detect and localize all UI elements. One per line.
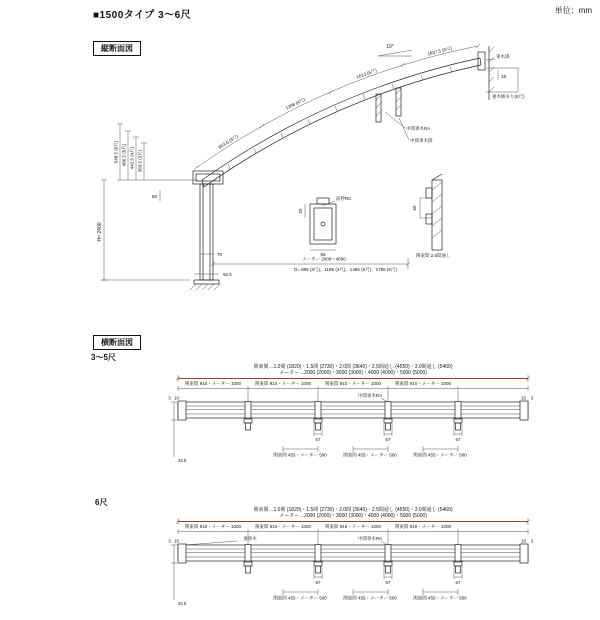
unit-note: 単位：mm — [554, 6, 592, 15]
leader-lines — [322, 59, 495, 206]
curve-dim-label: 803.6 (3尺) — [217, 133, 240, 150]
mid-rafter-bars — [376, 88, 401, 122]
post-height-dim — [101, 180, 190, 280]
mid-rafter-label: 中間垂木RA — [357, 536, 383, 541]
corner-dim-3: 3 — [530, 538, 534, 544]
span-910-label: 関東間 910・メーター 1000 — [324, 524, 382, 529]
tsuma-rafter-leader — [185, 541, 237, 545]
dim-43-5-lines — [171, 402, 177, 457]
meter-width-line: メーター…2000 (2000)・3000 (3000)・4000 (4000)・5000 (5000) — [279, 370, 427, 376]
meter-range-label: メーター 2000〜4000 — [302, 256, 346, 262]
end-rafter-left — [178, 401, 186, 420]
span-910-label: 関東間 910・メーター 1000 — [254, 381, 312, 386]
dim-25: 25 — [298, 208, 303, 214]
curved-roof-panel — [202, 58, 481, 187]
front-frame-detail — [310, 198, 336, 244]
dim-60: 60 — [152, 194, 158, 199]
dim-43-5: 43.5 — [177, 458, 187, 463]
corner-dim-3: 3 — [530, 395, 534, 401]
curve-dim-label: 1613 (5尺) — [355, 67, 378, 80]
corner-dim-10: 10 — [520, 395, 527, 401]
dim-65-right: 65 — [412, 205, 417, 211]
kanto-width-line: 関東間…1.0間 (1820)・1.5間 (2730)・2.0間 (3640)・2.5間通し (4550)・3.0間通し (5460) — [253, 364, 453, 370]
size-label-6: 6尺 — [95, 498, 108, 507]
cross-section-label: 横断面図 — [93, 335, 141, 350]
mid-rafter-ra-label: 中間垂木RA — [406, 126, 431, 131]
span-455-label: 関東間 455・メーター 500 — [273, 595, 327, 601]
size-label-3-5: 3〜5尺 — [91, 353, 116, 362]
end-rafter-right — [520, 544, 528, 563]
tsuma-note-label: 妻木納まり(6尺) — [492, 94, 525, 99]
cross-section-drawing-6 — [85, 505, 565, 620]
intermediate-rafters — [244, 402, 462, 431]
dim-67: 67 — [455, 580, 461, 585]
span-910-label: 関東間 910・メーター 1000 — [324, 381, 382, 386]
span-455-label: 関東間 455・メーター 500 — [413, 452, 467, 458]
corner-dim-3: 3 — [168, 395, 171, 401]
mid-rafter-hanger-label: 中間垂木掛 — [410, 138, 433, 143]
span-910-label: 関東間 910・メーター 1000 — [184, 381, 242, 386]
span-910-dim-line — [178, 529, 528, 545]
wall-hatch — [489, 47, 494, 92]
curve-dim-label: 1208 (4尺) — [284, 96, 306, 111]
span-455-label: 関東間 455・メーター 500 — [343, 595, 397, 601]
corner-dim-3: 3 — [168, 538, 171, 544]
roof-band — [178, 544, 528, 573]
post-height-label: H= 2400 — [97, 222, 103, 242]
span-455-label: 関東間 455・メーター 500 — [413, 595, 467, 601]
roof-band — [178, 401, 528, 430]
height-dim-label: 548.5 (6尺) — [113, 140, 119, 164]
front-frame — [193, 171, 223, 184]
kanto-span-label: 関東間 2.5間通し — [416, 253, 451, 258]
height-dim-label: 383.5 (3尺) — [137, 149, 143, 173]
dim-67: 67 — [455, 437, 461, 442]
height-dim-label: 486.5 (5尺) — [121, 143, 127, 167]
curve-dim-line — [194, 44, 480, 170]
span-910-dim-line — [178, 386, 528, 402]
dim-43-5: 43.5 — [177, 601, 187, 606]
span-455-label: 関東間 455・メーター 500 — [343, 452, 397, 458]
mid-rafter-label: 中間垂木RA — [357, 393, 383, 398]
page-title: ■1500タイプ 3〜6尺 — [93, 10, 192, 21]
dim-455-lines — [283, 589, 458, 595]
depth-dims-label: D= 885 (3尺)、1185 (4尺)、1485 (5尺)、1785 (6尺) — [294, 267, 397, 272]
dim-67: 67 — [385, 580, 391, 585]
curve-dim-label: 1837.5 (6尺) — [426, 45, 453, 57]
dim-67: 67 — [315, 580, 321, 585]
dim-70: 70 — [217, 252, 223, 257]
front-frame-label: 前枠RC — [336, 196, 352, 201]
dim-65-front: 65 — [320, 252, 326, 257]
hanger-detail — [426, 174, 442, 250]
span-910-label: 関東間 910・メーター 1000 — [184, 524, 242, 529]
span-455-label: 関東間 455・メーター 500 — [273, 452, 327, 458]
intermediate-rafters — [244, 545, 462, 574]
height-dim-label: 442.5 (4尺) — [129, 146, 135, 170]
angle-label: 10° — [386, 44, 394, 50]
angle-annotation — [378, 50, 412, 56]
kanto-width-line: 関東間…1.0間 (1820)・1.5間 (2730)・2.0間 (3640)・2.5間通し (4550)・3.0間通し (5460) — [253, 507, 453, 513]
vertical-section-drawing — [90, 40, 560, 305]
corner-dim-10: 10 — [173, 538, 180, 544]
dim-67: 67 — [385, 437, 391, 442]
dim-92-5: 92.5 — [223, 272, 232, 277]
corner-dim-10: 10 — [520, 538, 527, 544]
dim-43-5-lines — [171, 545, 177, 600]
vertical-section-label: 縦断面図 — [93, 41, 141, 56]
meter-width-line: メーター…2000 (2000)・3000 (3000)・4000 (4000)・5000 (5000) — [279, 513, 427, 519]
span-910-label: 関東間 910・メーター 1000 — [254, 524, 312, 529]
cross-section-drawing-3-5 — [85, 362, 565, 477]
ground-hatch — [190, 284, 220, 290]
tsuma-rafter-label: 妻垂木 — [243, 536, 257, 541]
roof-panel-hatch — [228, 67, 452, 169]
dim-455-lines — [283, 446, 458, 452]
end-rafter-right — [520, 401, 528, 420]
span-910-label: 関東間 910・メーター 1000 — [394, 381, 452, 386]
corner-dim-10: 10 — [173, 395, 180, 401]
dim-67: 67 — [315, 437, 321, 442]
span-910-label: 関東間 910・メーター 1000 — [394, 524, 452, 529]
end-rafter-left — [178, 544, 186, 563]
rafter-hanger-label: 垂木掛 — [496, 54, 510, 59]
dim-18: 18 — [501, 74, 507, 79]
